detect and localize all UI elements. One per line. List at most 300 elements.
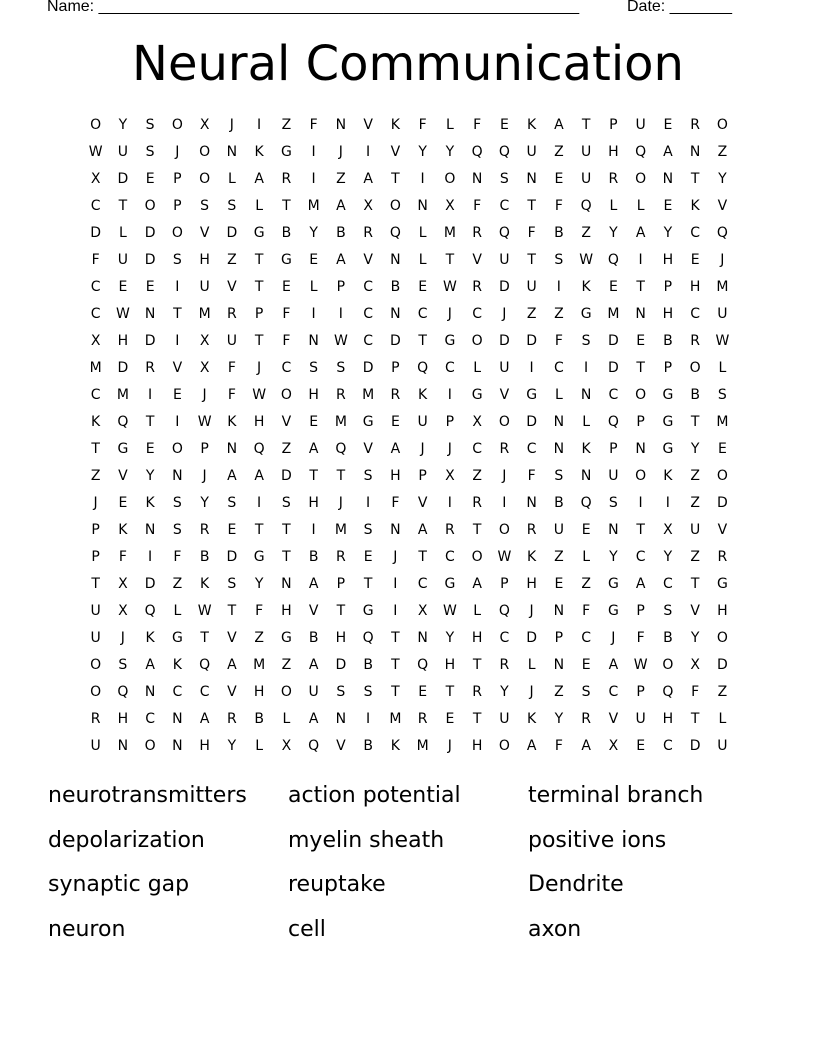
grid-letter: N (335, 117, 347, 133)
grid-letter: Z (690, 468, 700, 484)
grid-letter: K (527, 549, 537, 565)
grid-letter: G (580, 306, 592, 322)
grid-letter: Y (663, 225, 673, 241)
grid-letter: S (336, 360, 346, 376)
grid-letter: T (527, 252, 536, 268)
grid-letter: Y (663, 549, 673, 565)
grid-letter: I (311, 171, 316, 187)
grid-letter: I (393, 603, 398, 619)
grid-letter: Q (580, 495, 592, 511)
grid-letter: S (200, 198, 210, 214)
grid-letter: U (690, 522, 701, 538)
grid-letter: J (338, 144, 343, 160)
grid-letter: I (311, 144, 316, 160)
grid-letter: H (444, 657, 456, 673)
grid-letter: C (363, 306, 374, 322)
grid-letter: W (715, 333, 730, 349)
grid-letter: F (554, 198, 563, 214)
grid-letter: V (118, 468, 128, 484)
grid-letter: A (363, 171, 373, 187)
grid-letter: A (254, 171, 264, 187)
grid-letter: P (663, 279, 673, 295)
grid-letter: U (581, 171, 592, 187)
grid-letter: H (471, 738, 483, 754)
grid-letter: Q (498, 144, 510, 160)
grid-letter: F (636, 630, 645, 646)
grid-letter: K (227, 414, 237, 430)
grid-letter: D (526, 333, 538, 349)
grid-letter: G (362, 414, 374, 430)
grid-letter: B (363, 738, 373, 754)
grid-letter: N (689, 144, 701, 160)
grid-letter: Z (581, 225, 591, 241)
grid-letter: V (363, 252, 373, 268)
grid-letter: W (497, 549, 512, 565)
grid-letter: Z (281, 441, 292, 457)
grid-letter: G (526, 387, 538, 403)
grid-letter: L (418, 225, 427, 241)
word-bank-item: myelin sheath (288, 827, 445, 853)
grid-letter: P (336, 576, 346, 592)
grid-letter: U (90, 603, 101, 619)
grid-letter: Z (90, 468, 101, 484)
grid-letter: U (199, 279, 210, 295)
grid-letter: O (716, 468, 728, 484)
grid-letter: A (608, 657, 619, 673)
grid-letter: I (175, 414, 180, 430)
grid-letter: T (173, 306, 182, 322)
grid-row (82, 626, 736, 653)
grid-letter: Q (607, 252, 619, 268)
grid-row (82, 410, 736, 437)
grid-letter: T (91, 576, 100, 592)
grid-letter: B (554, 495, 564, 511)
grid-letter: G (662, 414, 674, 430)
word-bank-item: reuptake (288, 872, 386, 897)
grid-letter: S (172, 252, 182, 268)
grid-letter: N (635, 306, 646, 322)
grid-letter: B (281, 225, 292, 241)
grid-letter: A (227, 657, 237, 673)
grid-letter: G (607, 603, 619, 619)
grid-letter: J (202, 468, 207, 484)
grid-letter: V (172, 360, 183, 376)
grid-letter: T (472, 711, 482, 727)
grid-letter: U (417, 414, 428, 430)
grid-letter: I (148, 549, 153, 565)
grid-letter: E (554, 171, 564, 187)
grid-letter: T (282, 549, 291, 565)
grid-letter: R (227, 306, 237, 322)
grid-letter: T (282, 198, 291, 214)
grid-letter: Q (253, 441, 265, 457)
grid-letter: L (418, 252, 427, 268)
grid-letter: P (91, 549, 100, 565)
grid-letter: J (175, 144, 180, 160)
grid-letter: S (554, 468, 564, 484)
grid-letter: L (445, 117, 454, 133)
grid-letter: T (527, 198, 536, 214)
word-bank-item: terminal branch (528, 783, 704, 808)
grid-letter: O (90, 684, 102, 700)
grid-letter: B (199, 549, 210, 565)
grid-letter: R (363, 225, 373, 241)
grid-letter: H (335, 630, 347, 646)
grid-letter: O (90, 117, 102, 133)
grid-letter: Z (172, 576, 183, 592)
grid-letter: S (363, 468, 373, 484)
grid-letter: B (308, 549, 319, 565)
grid-letter: K (390, 738, 400, 754)
grid-letter: V (499, 387, 510, 403)
grid-letter: P (500, 576, 509, 592)
grid-letter: I (311, 306, 316, 322)
grid-letter: E (581, 657, 591, 673)
grid-letter: H (526, 576, 537, 592)
grid-letter: X (199, 360, 210, 376)
grid-letter: S (499, 171, 509, 187)
grid-letter: Y (200, 495, 209, 511)
grid-letter: E (309, 414, 319, 430)
grid-letter: K (527, 117, 537, 133)
grid-letter: G (444, 576, 456, 592)
grid-letter: V (363, 117, 373, 133)
grid-letter: U (226, 333, 237, 349)
grid-letter: Y (254, 576, 264, 592)
grid-letter: K (581, 279, 591, 295)
grid-letter: S (145, 117, 155, 133)
grid-letter: P (636, 684, 645, 700)
grid-letter: I (311, 522, 316, 538)
grid-letter: H (199, 738, 210, 754)
grid-row (82, 734, 736, 761)
grid-letter: F (691, 684, 700, 700)
grid-letter: Y (227, 738, 237, 754)
grid-letter: S (608, 495, 618, 511)
word-bank-item: synaptic gap (48, 872, 190, 897)
grid-letter: Z (472, 468, 482, 484)
grid-letter: P (336, 279, 346, 295)
grid-letter: L (282, 711, 291, 727)
grid-letter: M (443, 225, 456, 241)
grid-letter: U (608, 468, 619, 484)
grid-letter: D (117, 360, 129, 376)
grid-letter: I (447, 495, 452, 511)
page-title: Neural Communication (132, 36, 684, 92)
grid-letter: L (473, 603, 482, 619)
grid-letter: C (90, 306, 101, 322)
grid-letter: T (445, 252, 455, 268)
grid-letter: U (117, 252, 128, 268)
grid-letter: L (473, 360, 482, 376)
grid-letter: N (580, 387, 592, 403)
grid-letter: Z (581, 576, 591, 592)
word-bank-item: cell (288, 916, 326, 942)
grid-letter: C (472, 441, 483, 457)
grid-letter: E (227, 522, 237, 538)
grid-letter: U (90, 630, 101, 646)
grid-letter: T (391, 657, 400, 673)
grid-letter: Y (445, 144, 455, 160)
grid-letter: M (116, 387, 129, 403)
grid-letter: M (416, 738, 429, 754)
grid-letter: J (393, 549, 398, 565)
grid-letter: R (608, 171, 619, 187)
grid-letter: K (390, 117, 400, 133)
grid-row (82, 140, 736, 167)
grid-letter: G (253, 549, 265, 565)
grid-letter: E (581, 522, 591, 538)
grid-letter: Q (199, 657, 211, 673)
grid-letter: D (498, 333, 510, 349)
grid-letter: J (420, 441, 425, 457)
grid-letter: F (282, 333, 291, 349)
grid-letter: V (417, 495, 428, 511)
grid-letter: C (417, 306, 428, 322)
grid-letter: G (280, 630, 292, 646)
grid-letter: I (148, 387, 153, 403)
grid-letter: Z (281, 117, 292, 133)
grid-letter: M (389, 711, 402, 727)
grid-letter: D (90, 225, 102, 241)
grid-letter: I (665, 495, 670, 511)
grid-letter: Z (554, 684, 564, 700)
grid-letter: U (526, 144, 537, 160)
grid-letter: A (308, 657, 319, 673)
grid-letter: C (417, 576, 428, 592)
grid-letter: F (391, 495, 400, 511)
grid-letter: K (91, 414, 101, 430)
grid-letter: I (257, 495, 262, 511)
grid-letter: T (200, 630, 209, 646)
grid-letter: A (635, 225, 646, 241)
grid-letter: C (690, 225, 701, 241)
grid-letter: F (282, 306, 291, 322)
grid-letter: E (690, 252, 700, 268)
grid-letter: E (390, 414, 400, 430)
grid-letter: Q (308, 738, 320, 754)
grid-letter: N (390, 252, 401, 268)
grid-letter: H (689, 279, 701, 295)
grid-letter: I (338, 306, 343, 322)
grid-row (82, 113, 736, 140)
grid-letter: R (472, 684, 482, 700)
grid-letter: C (90, 279, 101, 295)
grid-letter: F (582, 603, 591, 619)
grid-letter: F (554, 738, 563, 754)
grid-letter: T (391, 630, 400, 646)
grid-letter: W (88, 144, 103, 160)
grid-letter: N (390, 522, 401, 538)
grid-letter: R (581, 711, 591, 727)
grid-letter: C (199, 684, 210, 700)
grid-letter: Q (389, 225, 401, 241)
grid-letter: S (581, 333, 591, 349)
grid-letter: O (389, 198, 401, 214)
header-row (0, 0, 816, 18)
grid-letter: W (333, 333, 348, 349)
grid-letter: P (254, 306, 264, 322)
grid-letter: P (391, 360, 400, 376)
grid-row (82, 329, 736, 356)
grid-letter: Q (117, 414, 129, 430)
grid-letter: J (529, 684, 534, 700)
grid-letter: I (366, 495, 371, 511)
grid-letter: E (363, 549, 373, 565)
grid-letter: Z (526, 306, 537, 322)
grid-letter: U (499, 360, 510, 376)
grid-letter: E (636, 738, 646, 754)
grid-letter: F (418, 117, 427, 133)
grid-letter: A (472, 576, 482, 592)
grid-letter: O (171, 225, 183, 241)
grid-letter: D (144, 576, 156, 592)
grid-letter: E (309, 252, 319, 268)
grid-letter: O (689, 360, 701, 376)
grid-letter: D (280, 468, 292, 484)
grid-letter: X (663, 522, 673, 538)
grid-letter: A (145, 657, 155, 673)
grid-letter: I (393, 576, 398, 592)
grid-letter: U (499, 711, 510, 727)
grid-letter: K (145, 495, 155, 511)
grid-letter: M (198, 306, 211, 322)
grid-letter: F (473, 117, 482, 133)
grid-letter: R (472, 279, 482, 295)
grid-letter: R (227, 711, 237, 727)
grid-letter: X (445, 198, 455, 214)
grid-letter: K (200, 576, 210, 592)
grid-letter: D (144, 333, 156, 349)
grid-row (82, 437, 736, 464)
grid-letter: S (363, 522, 373, 538)
grid-letter: N (144, 522, 156, 538)
grid-letter: I (447, 387, 452, 403)
grid-letter: P (609, 441, 618, 457)
grid-letter: T (91, 441, 100, 457)
grid-letter: R (417, 711, 428, 727)
grid-letter: O (90, 657, 102, 673)
grid-letter: U (117, 144, 128, 160)
grid-letter: Z (254, 630, 264, 646)
grid-letter: C (90, 387, 101, 403)
grid-letter: I (175, 279, 180, 295)
grid-letter: G (280, 252, 292, 268)
grid-letter: E (636, 333, 646, 349)
grid-letter: N (553, 603, 565, 619)
grid-letter: Y (309, 225, 318, 241)
grid-letter: N (172, 711, 183, 727)
grid-letter: R (690, 117, 700, 133)
grid-letter: A (308, 576, 319, 592)
grid-letter: V (717, 522, 728, 538)
grid-letter: C (363, 279, 374, 295)
grid-letter: F (527, 225, 536, 241)
grid-letter: Z (717, 144, 728, 160)
grid-letter: T (254, 522, 264, 538)
grid-letter: F (91, 252, 100, 268)
grid-letter: D (526, 414, 538, 430)
grid-letter: O (171, 441, 183, 457)
grid-letter: G (471, 387, 483, 403)
grid-letter: C (444, 360, 455, 376)
grid-letter: E (145, 171, 155, 187)
grid-letter: S (663, 603, 673, 619)
grid-letter: B (336, 225, 346, 241)
word-bank-item: action potential (288, 783, 461, 808)
grid-letter: R (472, 225, 482, 241)
grid-letter: C (526, 441, 537, 457)
grid-letter: A (308, 441, 319, 457)
grid-letter: T (336, 468, 346, 484)
grid-letter: Q (580, 198, 592, 214)
grid-letter: K (172, 657, 182, 673)
grid-letter: I (638, 495, 643, 511)
grid-letter: R (445, 522, 455, 538)
grid-letter: V (308, 603, 319, 619)
grid-letter: Q (144, 603, 156, 619)
grid-letter: G (444, 333, 456, 349)
grid-letter: T (472, 522, 482, 538)
grid-letter: H (117, 711, 129, 727)
grid-letter: K (118, 522, 128, 538)
grid-letter: E (663, 198, 673, 214)
grid-letter: N (172, 468, 183, 484)
grid-letter: A (199, 711, 210, 727)
grid-letter: M (307, 198, 320, 214)
grid-letter: X (199, 333, 210, 349)
grid-letter: X (445, 468, 455, 484)
grid-letter: M (253, 657, 266, 673)
grid-letter: J (338, 495, 343, 511)
grid-letter: O (498, 522, 510, 538)
grid-letter: N (335, 711, 347, 727)
grid-letter: K (254, 144, 264, 160)
grid-letter: I (257, 117, 262, 133)
grid-letter: C (690, 306, 701, 322)
grid-letter: D (144, 225, 156, 241)
grid-letter: T (391, 684, 400, 700)
grid-letter: S (172, 522, 182, 538)
grid-letter: N (226, 144, 238, 160)
grid-letter: Y (690, 441, 700, 457)
grid-letter: M (89, 360, 102, 376)
grid-letter: L (554, 387, 563, 403)
grid-letter: X (90, 333, 101, 349)
grid-letter: J (447, 306, 452, 322)
grid-letter: W (442, 279, 457, 295)
grid-letter: X (118, 603, 128, 619)
grid-letter: Y (500, 684, 509, 700)
grid-letter: N (580, 468, 592, 484)
grid-letter: T (581, 117, 591, 133)
grid-letter: D (335, 657, 347, 673)
grid-letter: T (254, 333, 264, 349)
grid-letter: V (336, 738, 346, 754)
grid-letter: G (280, 144, 292, 160)
grid-letter: I (529, 360, 534, 376)
grid-row (82, 221, 736, 248)
grid-letter: J (93, 495, 98, 511)
grid-letter: N (144, 684, 156, 700)
grid-row (82, 302, 736, 329)
grid-letter: U (90, 738, 101, 754)
grid-letter: V (363, 441, 373, 457)
grid-letter: V (390, 144, 401, 160)
grid-letter: Y (609, 225, 618, 241)
grid-letter: T (445, 684, 455, 700)
word-bank (48, 778, 788, 956)
